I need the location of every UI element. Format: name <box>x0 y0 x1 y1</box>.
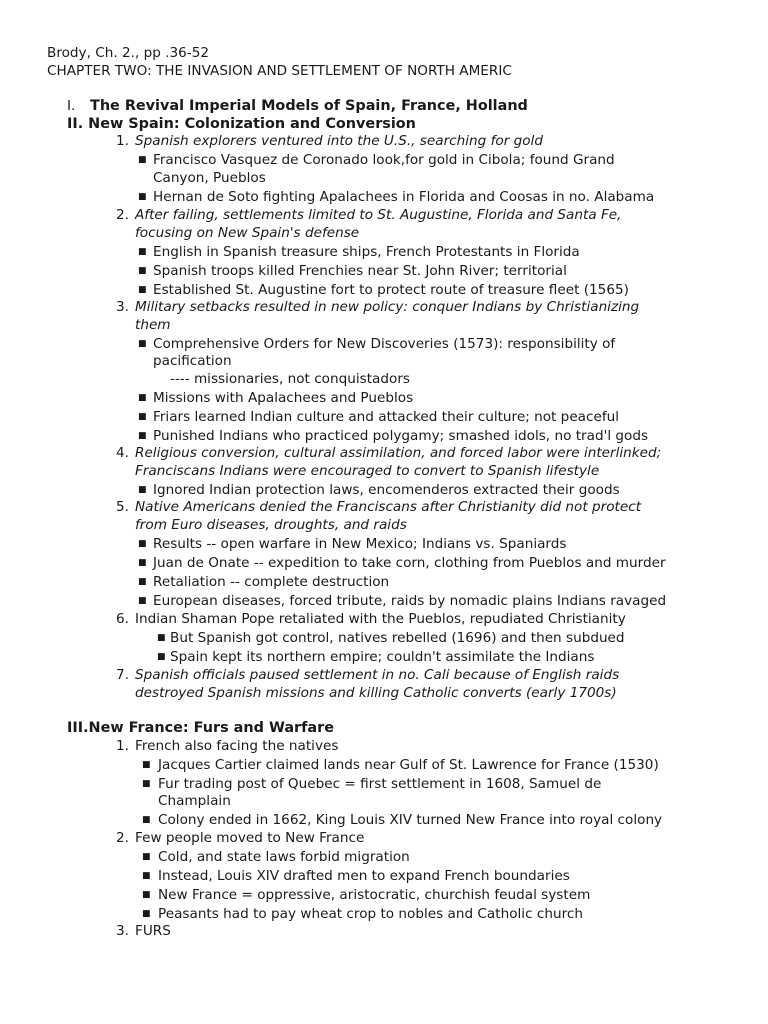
header-citation: Brody, Ch. 2., pp .36-52 <box>47 45 210 61</box>
point-number: 6. <box>116 611 129 627</box>
point-text: Spanish officials paused settlement in no. Cali because of English raids <box>135 667 620 683</box>
bullet-icon: ■ <box>138 558 147 568</box>
bullet-icon: ■ <box>142 760 151 770</box>
bullet-text: New France = oppressive, aristocratic, churchish feudal system <box>158 887 591 903</box>
point-text: Native Americans denied the Franciscans after Christianity did not protect <box>135 499 642 515</box>
point-text-cont: destroyed Spanish missions and killing Catholic converts (early 1700s) <box>135 685 617 701</box>
point-number: 7. <box>116 667 129 683</box>
point-number: 2. <box>116 830 129 846</box>
bullet-text: Colony ended in 1662, King Louis XIV turned New France into royal colony <box>158 812 663 828</box>
bullet-icon: ■ <box>138 247 147 257</box>
bullet-icon: ■ <box>142 909 151 919</box>
section-3-title: III.New France: Furs and Warfare <box>67 720 334 736</box>
bullet-icon: ■ <box>142 890 151 900</box>
bullet-text: But Spanish got control, natives rebelled (1696) and then subdued <box>170 630 625 646</box>
bullet-icon: ■ <box>142 871 151 881</box>
section-1-title: The Revival Imperial Models of Spain, France, Holland <box>90 98 528 114</box>
bullet-text: Juan de Onate -- expedition to take corn, clothing from Pueblos and murder <box>153 555 666 571</box>
bullet-text: Established St. Augustine fort to protect route of treasure fleet (1565) <box>153 282 629 298</box>
bullet-text: Peasants had to pay wheat crop to nobles and Catholic church <box>158 906 583 922</box>
sub-note: ---- missionaries, not conquistadors <box>170 371 410 387</box>
bullet-text-cont: pacification <box>153 353 232 369</box>
point-text: Few people moved to New France <box>135 830 365 846</box>
point-text-cont: from Euro diseases, droughts, and raids <box>135 517 407 533</box>
point-text: Religious conversion, cultural assimilation, and forced labor were interlinked; <box>135 445 662 461</box>
bullet-text: English in Spanish treasure ships, French Protestants in Florida <box>153 244 580 260</box>
bullet-icon: ■ <box>142 852 151 862</box>
point-text-cont: Franciscans Indians were encouraged to convert to Spanish lifestyle <box>135 463 600 479</box>
point-text: Spanish explorers ventured into the U.S., searching for gold <box>135 133 543 149</box>
bullet-text: Fur trading post of Quebec = first settlement in 1608, Samuel de <box>158 776 602 792</box>
bullet-text: Spanish troops killed Frenchies near St. John River; territorial <box>153 263 567 279</box>
bullet-text: Spain kept its northern empire; couldn't assimilate the Indians <box>170 649 595 665</box>
point-text-cont: focusing on New Spain's defense <box>135 225 360 241</box>
bullet-icon: ■ <box>138 266 147 276</box>
point-text: After failing, settlements limited to St. Augustine, Florida and Santa Fe, <box>135 207 622 223</box>
bullet-text-cont: Canyon, Pueblos <box>153 170 266 186</box>
bullet-text: Hernan de Soto fighting Apalachees in Florida and Coosas in no. Alabama <box>153 189 655 205</box>
bullet-icon: ■ <box>138 485 147 495</box>
bullet-icon: ■ <box>138 393 147 403</box>
bullet-text: Instead, Louis XIV drafted men to expand French boundaries <box>158 868 570 884</box>
bullet-icon: ■ <box>138 431 147 441</box>
bullet-text: Friars learned Indian culture and attacked their culture; not peaceful <box>153 409 620 425</box>
bullet-icon: ■ <box>138 539 147 549</box>
section-2-title: II. New Spain: Colonization and Conversion <box>67 116 416 132</box>
bullet-icon: ■ <box>138 577 147 587</box>
bullet-text: Punished Indians who practiced polygamy; smashed idols, no trad'l gods <box>153 428 649 444</box>
point-number: 1. <box>116 738 129 754</box>
bullet-icon: ■ <box>157 633 166 643</box>
bullet-text: Missions with Apalachees and Pueblos <box>153 390 414 406</box>
chapter-title: CHAPTER TWO: THE INVASION AND SETTLEMENT OF NORTH AMERIC <box>47 63 512 79</box>
point-number: 5. <box>116 499 129 515</box>
point-number: 3. <box>116 923 129 939</box>
point-text: FURS <box>135 923 171 939</box>
point-text: Military setbacks resulted in new policy: conquer Indians by Christianizing <box>135 299 640 315</box>
bullet-text: Results -- open warfare in New Mexico; Indians vs. Spaniards <box>153 536 567 552</box>
point-number: 1. <box>116 133 129 149</box>
bullet-text: European diseases, forced tribute, raids by nomadic plains Indians ravaged <box>153 593 667 609</box>
point-text-cont: them <box>135 317 171 333</box>
point-number: 3. <box>116 299 129 315</box>
bullet-text: Retaliation -- complete destruction <box>153 574 390 590</box>
bullet-text: Ignored Indian protection laws, encomenderos extracted their goods <box>153 482 620 498</box>
bullet-icon: ■ <box>142 815 151 825</box>
bullet-icon: ■ <box>142 779 151 789</box>
bullet-text: Francisco Vasquez de Coronado look,for gold in Cibola; found Grand <box>153 152 615 168</box>
bullet-icon: ■ <box>138 412 147 422</box>
bullet-icon: ■ <box>157 652 166 662</box>
point-text: Indian Shaman Pope retaliated with the Pueblos, repudiated Christianity <box>135 611 626 627</box>
bullet-icon: ■ <box>138 192 147 202</box>
point-text: French also facing the natives <box>135 738 339 754</box>
section-1-number: I. <box>67 98 76 114</box>
bullet-text: Jacques Cartier claimed lands near Gulf of St. Lawrence for France (1530) <box>158 757 659 773</box>
bullet-icon: ■ <box>138 155 147 165</box>
bullet-text-cont: Champlain <box>158 793 231 809</box>
bullet-text: Cold, and state laws forbid migration <box>158 849 410 865</box>
bullet-icon: ■ <box>138 285 147 295</box>
bullet-icon: ■ <box>138 596 147 606</box>
point-number: 2. <box>116 207 129 223</box>
bullet-text: Comprehensive Orders for New Discoveries (1573): responsibility of <box>153 336 616 352</box>
bullet-icon: ■ <box>138 339 147 349</box>
point-number: 4. <box>116 445 129 461</box>
